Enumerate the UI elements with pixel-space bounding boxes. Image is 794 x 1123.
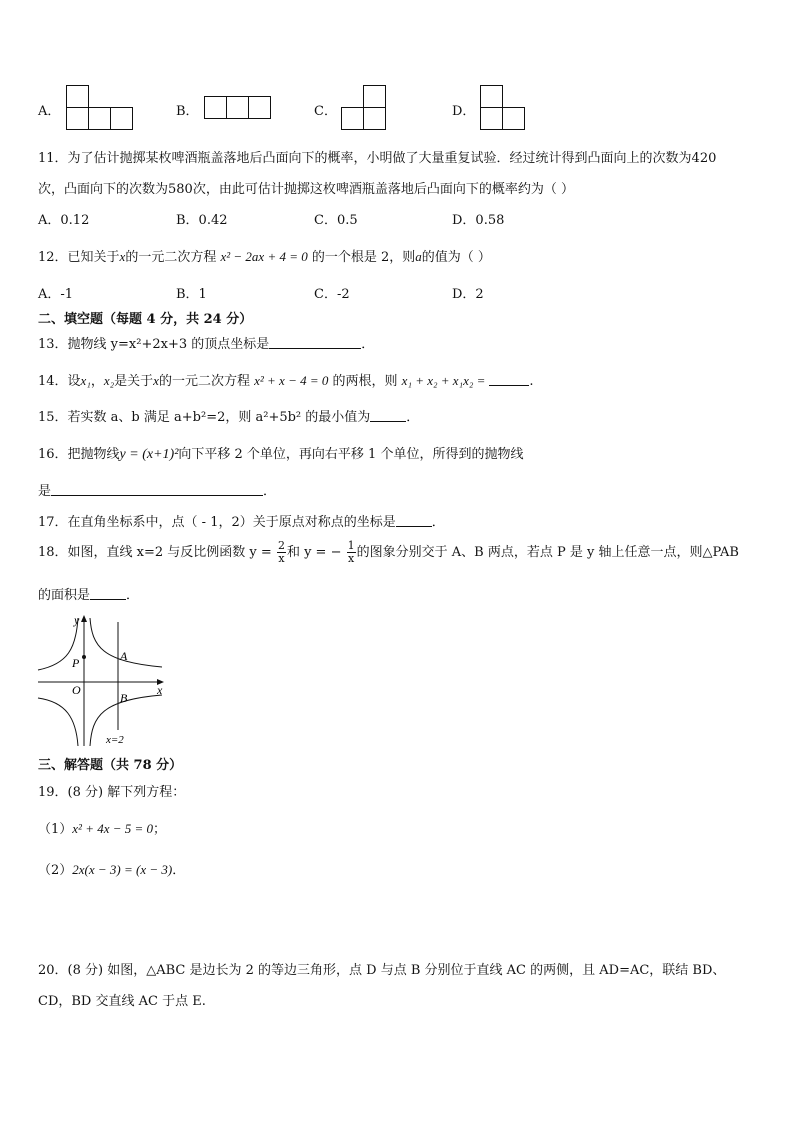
q17-end: ． (431, 515, 445, 530)
q12-option-a: A．-1 (38, 287, 74, 302)
section-2-heading: 二、填空题（每题 4 分，共 24 分） (38, 312, 253, 327)
q18-point-p (82, 655, 86, 659)
q11-line2: 次，凸面向下的次数为580次，由此可估计抛掷这枚啤酒瓶盖落地后凸面向下的概率约为（ ） (38, 182, 574, 197)
q10-option-a-letter: A． (38, 104, 61, 119)
q16-post: 向下平移 2 个单位，再向右平移 1 个单位，所得到的抛物线 (178, 447, 524, 462)
q19-part2 (38, 859, 185, 878)
q12-pre: 12．已知关于 (38, 250, 120, 265)
q14-sep: ， (90, 374, 104, 389)
q14-mid2: 的一元二次方程 (158, 374, 250, 389)
q12-option-c: C．-2 (314, 287, 350, 302)
q20-line2: CD，BD 交直线 AC 于点 E. (38, 994, 206, 1009)
q18-label-p: P (72, 656, 80, 670)
q11-option-d: D．0.58 (452, 213, 505, 228)
q18-frac2-num: 1 (347, 539, 355, 552)
q14-x1: x₁ (80, 373, 91, 388)
q12-option-b: B．1 (176, 287, 207, 302)
q19-part1-equation: x² + 4x − 5 = 0 (72, 821, 154, 836)
q16-line2-text: 是 (38, 484, 52, 499)
q18-end: ． (126, 588, 140, 603)
q18-label-a: A (120, 649, 128, 663)
q16-answer-blank[interactable] (51, 483, 263, 496)
q13-text: 13．抛物线 y=x²+2x+3 的顶点坐标是 (38, 337, 270, 352)
section-3-heading: 三、解答题（共 78 分） (38, 758, 183, 773)
q12-equation: x² − 2ax + 4 = 0 (220, 249, 308, 264)
q18-curve-2x-q3 (38, 698, 78, 746)
q18-mid: 和 y = − (286, 545, 342, 560)
q16-pre: 16．把抛物线 (38, 447, 120, 462)
q19-part1 (38, 818, 166, 837)
q16-end: ． (263, 484, 277, 499)
q14-end: . (529, 374, 534, 389)
q18-label-b: B (120, 691, 128, 705)
q18-answer-blank[interactable] (90, 587, 126, 600)
q14-pre: 14．设 (38, 374, 81, 389)
q16-line2 (38, 480, 276, 499)
q12-stem (38, 246, 491, 265)
q18-post: 的图象分别交于 A、B 两点，若点 P 是 y 轴上任意一点，则△PAB (356, 545, 739, 560)
q19-part1-end: ； (153, 822, 167, 837)
q19-part2-end: ． (172, 863, 186, 878)
q13-end: ． (361, 337, 375, 352)
q19-part1-label: （1） (38, 822, 73, 837)
q14-answer-blank[interactable] (489, 373, 529, 386)
q12-mid: 的一元二次方程 (125, 250, 217, 265)
q12-post1: 的一个根是 2，则 (311, 250, 416, 265)
q18-frac1-num: 2 (277, 539, 285, 552)
q11-option-a: A．0.12 (38, 213, 90, 228)
q13 (38, 333, 374, 352)
q14-equation: x² + x − 4 = 0 (254, 373, 329, 388)
q16-line1 (38, 443, 523, 463)
q14 (38, 370, 534, 389)
q17 (38, 511, 445, 530)
q11-option-c: C．0.5 (314, 213, 358, 228)
q18-fraction-1 (277, 540, 286, 565)
q17-answer-blank[interactable] (396, 514, 432, 527)
q18-label-x: x (157, 683, 163, 697)
q18-line2-text: 的面积是 (38, 588, 91, 603)
q18-label-y: y (74, 613, 80, 627)
q16-equation: y = (x+1)² (119, 447, 179, 462)
q10-option-b-letter: B． (176, 104, 199, 119)
q18-figure (36, 612, 170, 748)
q11-line1: 11．为了估计抛掷某枚啤酒瓶盖落地后凸面向下的概率，小明做了大量重复试验．经过统计得到凸面向上的次数为420 (38, 151, 717, 166)
q12-var-x: x (119, 249, 126, 264)
q18-y-arrow (81, 615, 87, 622)
q12-post2: 的值为（ ） (421, 250, 491, 265)
q15-end: ． (406, 410, 420, 425)
q18-label-o: O (72, 683, 81, 697)
q18-frac1-den: x (278, 552, 285, 565)
q18-line1 (38, 540, 739, 566)
q20-line1: 20．(8 分) 如图，△ABC 是边长为 2 的等边三角形，点 D 与点 B 分别位于直线 AC 的两侧，且 AD=AC，联结 BD、 (38, 963, 726, 978)
q11-option-b: B．0.42 (176, 213, 228, 228)
q17-text: 17．在直角坐标系中，点（ - 1，2）关于原点对称点的坐标是 (38, 515, 396, 530)
q15 (38, 406, 419, 425)
q14-mid3: 的两根，则 (332, 374, 398, 389)
q18-label-line: x=2 (106, 734, 124, 746)
q14-x2: x₂ (103, 373, 115, 388)
q14-mid1: 是关于 (114, 374, 154, 389)
q18-pre: 18．如图，直线 x=2 与反比例函数 y = (38, 545, 272, 560)
q19-part2-equation: 2x(x − 3) = (x − 3) (72, 862, 173, 877)
q18-fraction-2 (347, 540, 356, 565)
q19-part2-label: （2） (38, 863, 73, 878)
q12-var-a: a (415, 249, 422, 264)
q18-frac2-den: x (348, 552, 355, 565)
q18-line2 (38, 584, 139, 603)
q14-expression: x₁ + x₂ + x₁x₂ = (401, 373, 486, 388)
q15-text: 15．若实数 a、b 满足 a+b²=2，则 a²+5b² 的最小值为 (38, 410, 371, 425)
q14-var-x: x (153, 373, 159, 388)
q12-option-d: D．2 (452, 287, 484, 302)
q15-answer-blank[interactable] (370, 409, 406, 422)
q10-option-c-letter: C． (314, 104, 337, 119)
q10-option-d-letter: D． (452, 104, 476, 119)
q19-title: 19．(8 分) 解下列方程： (38, 785, 186, 800)
q13-answer-blank[interactable] (269, 336, 361, 349)
